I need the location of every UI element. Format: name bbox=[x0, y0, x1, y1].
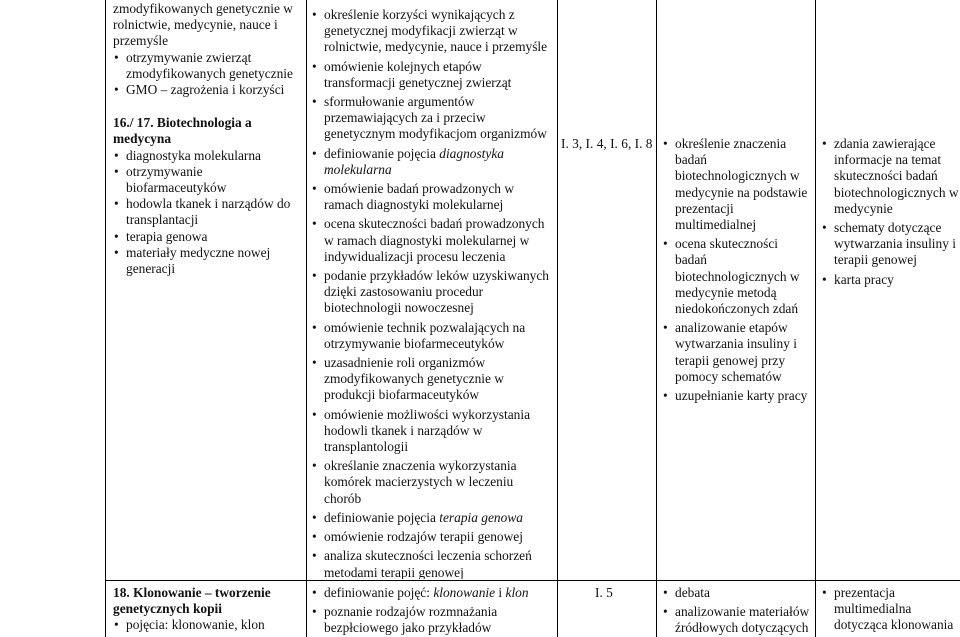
list-item: • omówienie rodzajów terapii genowej bbox=[311, 529, 553, 545]
item-text: definiowanie pojęć: bbox=[324, 585, 434, 600]
table-border-col6 bbox=[815, 0, 816, 637]
list-item bbox=[311, 146, 553, 178]
list-item: • diagnostyka molekularna bbox=[113, 148, 301, 164]
list-item: • sformułowanie argumentów przemawiających za i przeciw genetycznym modyfikacjom organizmów bbox=[311, 94, 553, 143]
list-item: • omówienie technik pozwalających na otrzymywanie biofarmeceutyków bbox=[311, 320, 553, 352]
materials-column-section18 bbox=[821, 585, 959, 637]
row-divider bbox=[105, 580, 960, 581]
list-item: • podanie przykładów leków uzyskiwanych dzięki zastosowaniu procedur biotechnologii nowoczesnej bbox=[311, 268, 553, 317]
list-item: • karta pracy bbox=[821, 272, 959, 288]
section-18-heading: 18. Klonowanie – tworzenie genetycznych kopii bbox=[113, 585, 271, 617]
requirements-column-section18 bbox=[311, 585, 553, 637]
topics-column-section18 bbox=[113, 585, 301, 637]
topics-column bbox=[113, 1, 301, 571]
term-italic: klon bbox=[505, 585, 529, 600]
list-item: • zdania zawierające informacje na temat skuteczności badań biotechnologicznych w medycynie bbox=[821, 136, 959, 217]
list-item: • materiały medyczne nowej generacji bbox=[113, 245, 301, 277]
list-item: • ocena skuteczności badań biotechnologicznych w medycynie metodą niedokończonych zdań bbox=[662, 236, 812, 317]
list-item bbox=[311, 510, 553, 526]
section-18-reference: I. 5 bbox=[595, 585, 613, 600]
list-item bbox=[311, 585, 553, 601]
section-16-heading: 16./ 17. Biotechnologia a medycyna bbox=[113, 115, 252, 147]
list-item: • określenie korzyści wynikających z genetycznej modyfikacji zwierząt w rolnictwie, medycynie, nauce i przemyśle bbox=[311, 7, 553, 56]
list-item: • otrzymywanie biofarmaceutyków bbox=[113, 164, 301, 196]
list-item: • omówienie badań prowadzonych w ramach diagnostyki molekularnej bbox=[311, 181, 553, 213]
references-column-section18 bbox=[561, 585, 655, 601]
list-item: • pojęcia: klonowanie, klon bbox=[113, 617, 301, 633]
term-italic: terapia genowa bbox=[439, 509, 523, 525]
item-text: definiowanie pojęcia bbox=[324, 509, 440, 525]
list-item: • określenie znaczenia badań biotechnologicznych w medycynie na podstawie prezentacji multimedialnej bbox=[662, 136, 812, 233]
list-item: • otrzymywanie zwierząt zmodyfikowanych genetycznie bbox=[113, 50, 301, 82]
list-item: • hodowla tkanek i narządów do transplantacji bbox=[113, 196, 301, 228]
table-border-col3 bbox=[306, 0, 307, 637]
table-border-left bbox=[105, 0, 106, 637]
term-italic: klonowanie bbox=[433, 585, 496, 600]
list-item: • GMO – zagrożenia i korzyści bbox=[113, 82, 301, 98]
list-item: • terapia genowa bbox=[113, 229, 301, 245]
table-border-col4 bbox=[557, 0, 558, 637]
list-item: • prezentacja multimedialna dotycząca klonowania bbox=[821, 585, 959, 634]
list-item: • poznanie rodzajów rozmnażania bezpłciowego jako przykładów bbox=[311, 604, 553, 637]
methods-column bbox=[662, 136, 812, 576]
list-item: • uzasadnienie roli organizmów zmodyfikowanych genetycznie w produkcji biofarmaceutyków bbox=[311, 355, 553, 404]
materials-column bbox=[821, 136, 959, 576]
list-item: • analizowanie etapów wytwarzania insuliny i terapii genowej przy pomocy schematów bbox=[662, 320, 812, 385]
list-item: • ocena skuteczności badań prowadzonych w ramach diagnostyki molekularnej w indywidualizacji procesu leczenia bbox=[311, 216, 553, 265]
section-16-reference: I. 3, I. 4, I. 6, I. 8 bbox=[561, 136, 653, 151]
term-italic: diagnostyka molekularna bbox=[324, 145, 504, 177]
list-item: • debata bbox=[662, 585, 812, 601]
references-column bbox=[561, 136, 655, 152]
methods-column-section18 bbox=[662, 585, 812, 637]
list-item: • omówienie kolejnych etapów transformacji genetycznej zwierząt bbox=[311, 59, 553, 91]
list-item: • omówienie możliwości wykorzystania hodowli tkanek i narządów w transplantologii bbox=[311, 407, 553, 456]
list-item: • analizowanie materiałów źródłowych dotyczących bbox=[662, 604, 812, 636]
list-item: • schematy dotyczące wytwarzania insuliny i terapii genowej bbox=[821, 220, 959, 269]
requirements-column bbox=[311, 7, 553, 579]
list-item: • uzupełnianie karty pracy bbox=[662, 388, 812, 404]
list-item: • określanie znaczenia wykorzystania komórek macierzystych w leczeniu chorób bbox=[311, 458, 553, 507]
item-text: definiowanie pojęcia bbox=[324, 145, 440, 161]
table-border-col5 bbox=[656, 0, 657, 637]
item-text: i bbox=[495, 585, 506, 600]
list-item: • analiza skuteczności leczenia schorzeń metodami terapii genowej bbox=[311, 548, 553, 579]
topic-text: zmodyfikowanych genetycznie w rolnictwie, medycynie, nauce i przemyśle bbox=[113, 1, 293, 49]
